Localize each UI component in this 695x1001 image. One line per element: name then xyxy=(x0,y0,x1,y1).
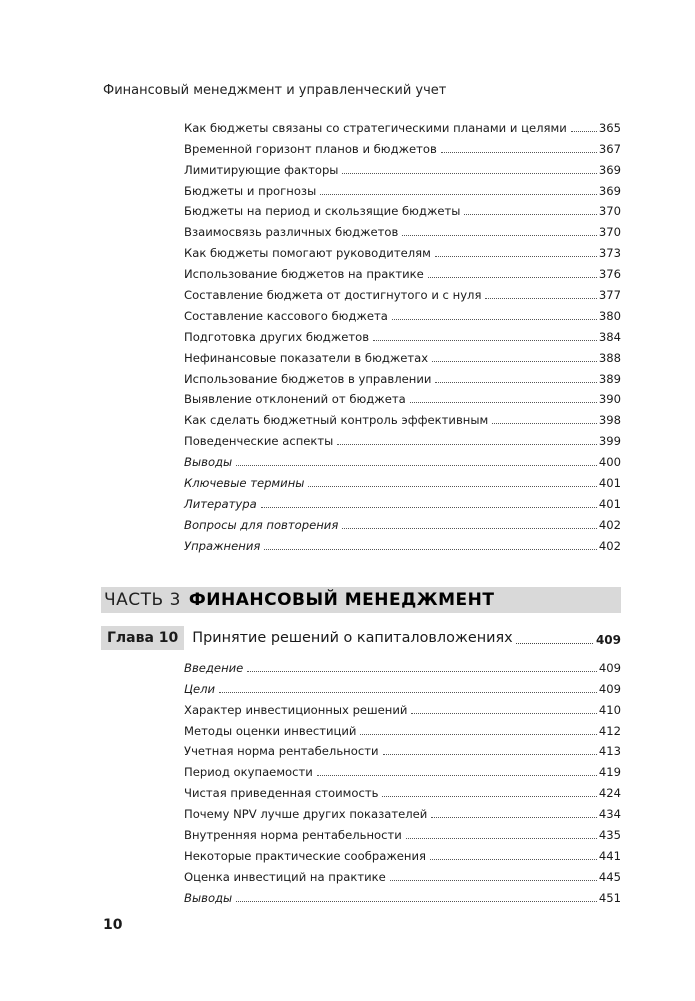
toc-entry[interactable] xyxy=(184,842,621,863)
leader-dots xyxy=(360,733,596,735)
toc-entry[interactable] xyxy=(184,177,621,198)
leader-dots xyxy=(390,879,597,881)
toc-entry-title: Вопросы для повторения xyxy=(184,517,339,532)
leader-dots xyxy=(492,422,597,424)
toc-entry-page: 369 xyxy=(598,183,621,198)
toc-entry-title: Внутренняя норма рентабельности xyxy=(184,828,402,843)
toc-entry-page: 389 xyxy=(598,371,621,386)
toc-entry-title: Как бюджеты помогают руководителям xyxy=(184,246,431,261)
toc-entry-page: 365 xyxy=(598,120,621,135)
toc-entry-title: Выводы xyxy=(184,890,233,905)
leader-dots xyxy=(317,774,597,776)
toc-entry-page: 451 xyxy=(598,890,621,905)
toc-entry[interactable] xyxy=(184,260,621,281)
toc-entry-title: Введение xyxy=(184,660,244,675)
toc-entry[interactable] xyxy=(184,717,621,738)
toc-entry-title: Литература xyxy=(184,496,257,511)
leader-dots xyxy=(441,151,597,153)
leader-dots xyxy=(236,464,597,466)
toc-entry[interactable] xyxy=(184,738,621,759)
leader-dots xyxy=(430,858,597,860)
toc-entry-page: 367 xyxy=(598,141,621,156)
toc-entry-title: Лимитирующие факторы xyxy=(184,162,339,177)
toc-list-upper xyxy=(184,114,621,553)
page-number: 10 xyxy=(103,917,123,933)
toc-entry-title: Почему NPV лучше других показателей xyxy=(184,807,428,822)
toc-entry-page: 399 xyxy=(598,434,621,449)
toc-entry-title: Подготовка других бюджетов xyxy=(184,329,370,344)
toc-entry[interactable] xyxy=(184,114,621,135)
toc-entry-title: Чистая приведенная стоимость xyxy=(184,786,379,801)
leader-dots xyxy=(432,360,597,362)
leader-dots xyxy=(236,900,597,902)
toc-entry-page: 377 xyxy=(598,288,621,303)
running-header: Финансовый менеджмент и управленческий учет xyxy=(103,83,447,98)
part-title: ФИНАНСОВЫЙ МЕНЕДЖМЕНТ xyxy=(188,590,495,610)
leader-dots xyxy=(435,381,596,383)
toc-entry-title: Методы оценки инвестиций xyxy=(184,723,357,738)
toc-entry-page: 402 xyxy=(598,538,621,553)
toc-entry-title: Выводы xyxy=(184,455,233,470)
toc-entry[interactable] xyxy=(184,532,621,553)
leader-dots xyxy=(373,339,597,341)
part-label: ЧАСТЬ 3 xyxy=(104,590,181,610)
toc-entry[interactable] xyxy=(184,448,621,469)
chapter-entry[interactable] xyxy=(101,625,621,650)
leader-dots xyxy=(342,527,597,529)
toc-entry-page: 409 xyxy=(598,681,621,696)
leader-dots xyxy=(571,130,597,132)
toc-entry-page: 376 xyxy=(598,267,621,282)
toc-entry-title: Как сделать бюджетный контроль эффективным xyxy=(184,413,489,428)
toc-entry[interactable] xyxy=(184,239,621,260)
toc-entry[interactable] xyxy=(184,406,621,427)
toc-entry-title: Взаимосвязь различных бюджетов xyxy=(184,225,399,240)
toc-entry[interactable] xyxy=(184,863,621,884)
leader-dots xyxy=(464,213,596,215)
leader-dots xyxy=(383,753,597,755)
toc-entry-title: Характер инвестиционных решений xyxy=(184,702,408,717)
leader-dots xyxy=(264,548,597,550)
part-heading xyxy=(101,587,621,613)
leader-dots xyxy=(342,172,596,174)
toc-entry-page: 402 xyxy=(598,517,621,532)
toc-entry[interactable] xyxy=(184,156,621,177)
toc-entry-page: 434 xyxy=(598,807,621,822)
toc-entry-page: 412 xyxy=(598,723,621,738)
leader-dots xyxy=(402,234,597,236)
toc-entry-page: 380 xyxy=(598,308,621,323)
chapter-title: Принятие решений о капиталовложениях xyxy=(192,629,513,646)
leader-dots xyxy=(247,670,597,672)
toc-entry-page: 410 xyxy=(598,702,621,717)
toc-entry[interactable] xyxy=(184,281,621,302)
leader-dots xyxy=(392,318,597,320)
toc-entry-title: Использование бюджетов на практике xyxy=(184,267,424,282)
toc-entry-page: 445 xyxy=(598,869,621,884)
leader-dots xyxy=(382,795,596,797)
toc-entry[interactable] xyxy=(184,135,621,156)
toc-entry-page: 370 xyxy=(598,225,621,240)
toc-entry-page: 370 xyxy=(598,204,621,219)
toc-entry-page: 409 xyxy=(598,660,621,675)
toc-entry-title: Цели xyxy=(184,681,216,696)
toc-entry-page: 398 xyxy=(598,413,621,428)
toc-entry-title: Поведенческие аспекты xyxy=(184,434,334,449)
toc-list-lower xyxy=(184,654,621,905)
leader-dots xyxy=(410,401,597,403)
toc-entry-page: 400 xyxy=(598,455,621,470)
toc-entry-title: Бюджеты на период и скользящие бюджеты xyxy=(184,204,461,219)
toc-entry-page: 384 xyxy=(598,329,621,344)
chapter-leader-dots xyxy=(516,642,593,644)
toc-entry-page: 424 xyxy=(598,786,621,801)
toc-entry-page: 373 xyxy=(598,246,621,261)
toc-entry-title: Составление кассового бюджета xyxy=(184,308,388,323)
toc-entry[interactable] xyxy=(184,758,621,779)
leader-dots xyxy=(411,712,596,714)
toc-entry-title: Оценка инвестиций на практике xyxy=(184,869,386,884)
toc-entry-page: 401 xyxy=(598,496,621,511)
leader-dots xyxy=(485,297,596,299)
toc-entry-title: Как бюджеты связаны со стратегическими планами и целями xyxy=(184,120,567,135)
toc-entry-page: 441 xyxy=(598,848,621,863)
toc-entry-page: 435 xyxy=(598,828,621,843)
toc-entry[interactable] xyxy=(184,696,621,717)
toc-entry-page: 388 xyxy=(598,350,621,365)
toc-entry-page: 401 xyxy=(598,476,621,491)
toc-entry[interactable] xyxy=(184,469,621,490)
chapter-page-number: 409 xyxy=(595,632,621,647)
toc-entry[interactable] xyxy=(184,323,621,344)
toc-entry-title: Упражнения xyxy=(184,538,261,553)
toc-entry[interactable] xyxy=(184,386,621,407)
toc-entry-title: Бюджеты и прогнозы xyxy=(184,183,317,198)
leader-dots xyxy=(320,193,597,195)
leader-dots xyxy=(219,691,597,693)
toc-entry[interactable] xyxy=(184,198,621,219)
leader-dots xyxy=(308,485,596,487)
toc-entry-page: 390 xyxy=(598,392,621,407)
toc-entry-title: Использование бюджетов в управлении xyxy=(184,371,432,386)
toc-entry[interactable] xyxy=(184,654,621,675)
toc-entry[interactable] xyxy=(184,490,621,511)
toc-entry-title: Выявление отклонений от бюджета xyxy=(184,392,406,407)
leader-dots xyxy=(337,443,597,445)
toc-entry[interactable] xyxy=(184,427,621,448)
leader-dots xyxy=(406,837,597,839)
toc-entry-title: Учетная норма рентабельности xyxy=(184,744,379,759)
toc-entry-page: 419 xyxy=(598,765,621,780)
leader-dots xyxy=(435,255,597,257)
toc-entry[interactable] xyxy=(184,821,621,842)
leader-dots xyxy=(431,816,597,818)
toc-entry[interactable] xyxy=(184,365,621,386)
toc-entry[interactable] xyxy=(184,344,621,365)
leader-dots xyxy=(428,276,597,278)
leader-dots xyxy=(261,506,597,508)
toc-entry[interactable] xyxy=(184,218,621,239)
toc-entry-title: Временной горизонт планов и бюджетов xyxy=(184,141,437,156)
toc-entry-title: Составление бюджета от достигнутого и с нуля xyxy=(184,288,482,303)
toc-entry-title: Нефинансовые показатели в бюджетах xyxy=(184,350,429,365)
chapter-label: Глава 10 xyxy=(101,626,184,650)
toc-entry-page: 413 xyxy=(598,744,621,759)
toc-entry[interactable] xyxy=(184,800,621,821)
toc-entry-title: Период окупаемости xyxy=(184,765,313,780)
toc-entry[interactable] xyxy=(184,302,621,323)
toc-entry[interactable] xyxy=(184,511,621,532)
toc-entry-page: 369 xyxy=(598,162,621,177)
toc-entry-title: Некоторые практические соображения xyxy=(184,848,427,863)
toc-entry[interactable] xyxy=(184,675,621,696)
toc-entry-title: Ключевые термины xyxy=(184,476,305,491)
toc-entry[interactable] xyxy=(184,884,621,905)
toc-entry[interactable] xyxy=(184,779,621,800)
